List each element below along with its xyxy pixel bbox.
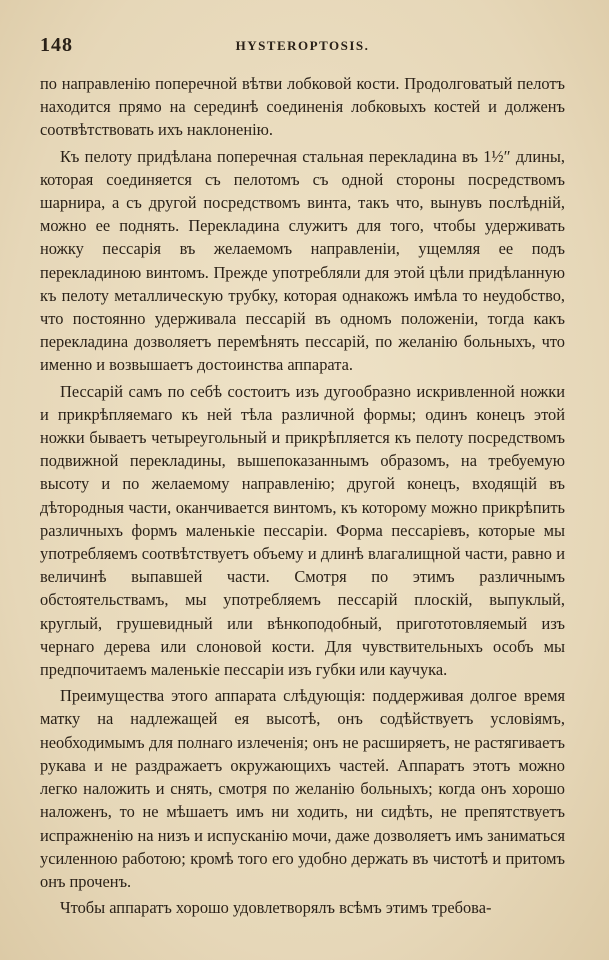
body-text <box>40 72 565 919</box>
paragraph: Чтобы аппаратъ хорошо удовлетворялъ всѣмъ этимъ требова- <box>60 898 492 918</box>
paragraph: Пессарій самъ по себѣ состоитъ изъ дугообразно искривленной ножки и прикрѣпляемаго къ ней тѣла различной формы; одинъ конецъ этой ножки бываетъ четыреугольный и прикрѣпляется къ пелоту посредствомъ подвижной перекладины, вышепоказаннымъ образомъ, на требуемую высоту и по желаемому направленію; другой конецъ, входящій въ дѣтородныя части, оканчивается винтомъ, къ которому можно прикрѣпить различныхъ формъ маленькіе пессаріи. Форма пессаріевъ, которые мы употребляемъ соотвѣтствуетъ объему и длинѣ влагалищной части, равно и величинѣ выпавшей части. Смотря по этимъ различнымъ обстоятельствамъ, мы употребляемъ пессарій плоскій, выпуклый, круглый, грушевидный или вѣнкоподобный, пригототовляемый изъ чернаго дерева или слоновой кости. Для чувствительныхъ особъ мы предпочитаемъ маленькіе пессаріи изъ губки или каучука. <box>40 381 565 680</box>
paragraph: Къ пелоту придѣлана поперечная стальная перекладина въ 1½″ длины, которая соединяется съ пелотомъ съ одной стороны посредствомъ шарнира, а съ другой посредствомъ винта, такъ что, вынувъ послѣдній, можно ее поднять. Перекладина служитъ для того, чтобы удерживать ножку пессарія въ желаемомъ направленіи, ущемляя ее подъ перекладиною винтомъ. Прежде употребляли для этой цѣли придѣланную къ пелоту металлическую трубку, которая однакожъ имѣла то неудобство, что постоянно удерживала пессарій въ одномъ положеніи, тогда какъ перекладина дозволяетъ перемѣнять пессарій, по желанію больныхъ, что именно и возвышаетъ достоинства аппарата. <box>40 146 565 375</box>
page-number: 148 <box>40 34 73 56</box>
paragraph: Преимущества этого аппарата слѣдующія: поддерживая долгое время матку на надлежащей ея высотѣ, онъ содѣйствуетъ условіямъ, необходимымъ для полнаго излеченія; онъ не расширяетъ, не растягиваетъ рукава и не раздражаетъ окружающихъ частей. Аппаратъ этотъ можно легко наложить и снять, смотря по желанію больныхъ; когда онъ хорошо наложенъ, то не мѣшаетъ имъ ни ходить, ни сидѣть, не препятствуетъ испражненію на низъ и испусканію мочи, даже дозволяетъ имъ заниматься усиленною работою; кромѣ того его удобно держать въ чистотѣ и притомъ онъ проченъ. <box>40 686 565 891</box>
paragraph: по направленію поперечной вѣтви лобковой кости. Продолговатый пелотъ находится прямо на серединѣ соединенія лобковыхъ костей и долженъ соотвѣтствовать ихъ наклоненію. <box>40 74 565 140</box>
page-header <box>40 34 565 66</box>
running-title: HYSTEROPTOSIS. <box>235 38 370 53</box>
